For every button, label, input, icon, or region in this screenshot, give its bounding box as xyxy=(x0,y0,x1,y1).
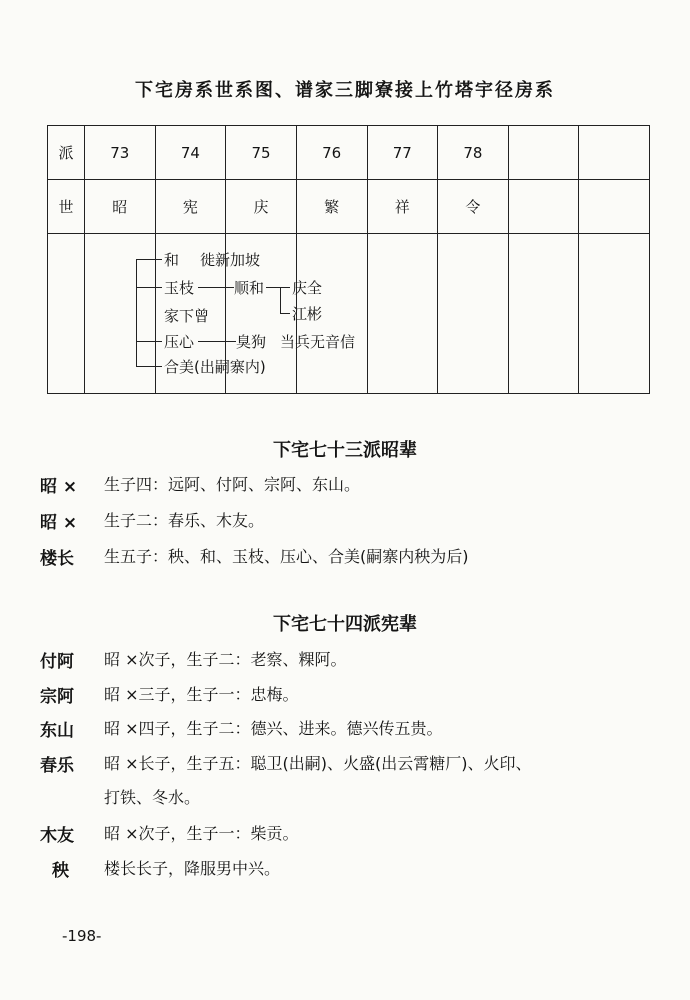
entry-name: 楼长 xyxy=(40,549,74,569)
connector-line xyxy=(198,287,234,288)
gen-cell: 76 xyxy=(296,126,367,180)
entry-text: 昭 ×次子，生子一：柴贡。 xyxy=(104,824,299,843)
name-cell: 繁 xyxy=(296,180,367,234)
entry-text: 生五子：秧、和、玉枝、压心、合美(嗣寨内秧为后) xyxy=(104,547,469,566)
tree-note-singapore: 徙新加坡 xyxy=(200,251,261,269)
entry-name: 昭 × xyxy=(40,477,78,497)
branch-line xyxy=(136,366,162,367)
entry-text: 楼长长子，降服男中兴。 xyxy=(104,859,281,878)
tree-node-qingquan: 庆全 xyxy=(292,279,323,297)
gen-cell: 78 xyxy=(438,126,509,180)
entry-name: 东山 xyxy=(40,721,74,741)
entry-text: 昭 ×四子，生子二：德兴、进来。德兴传五贵。 xyxy=(104,719,443,738)
connector-line xyxy=(280,313,290,314)
name-cell: 令 xyxy=(438,180,509,234)
entry-name: 秧 xyxy=(52,861,69,881)
branch-line xyxy=(136,287,162,288)
gen-cell: 73 xyxy=(85,126,156,180)
tree-node-yaxin: 压心 xyxy=(164,333,195,351)
connector-line xyxy=(198,341,236,342)
connector-line xyxy=(280,287,281,313)
row-label-shi: 世 xyxy=(48,180,85,234)
name-row xyxy=(48,180,650,234)
tree-node-jiaxiazeng: 家下曾 xyxy=(164,307,210,325)
entry-name: 春乐 xyxy=(40,756,74,776)
entry-text-continued: 打铁、冬水。 xyxy=(104,788,201,807)
tree-node-jiangbin: 江彬 xyxy=(292,305,323,323)
entry-text: 昭 ×长子，生子五：聪卫(出嗣)、火盛(出云霄糖厂)、火印、 xyxy=(104,754,532,773)
tree-node-shunhe: 顺和 xyxy=(234,279,265,297)
entry-name: 宗阿 xyxy=(40,687,74,707)
gen-cell: 77 xyxy=(367,126,438,180)
name-cell: 昭 xyxy=(85,180,156,234)
gen-cell: 74 xyxy=(155,126,226,180)
tree-node-yuzhi: 玉枝 xyxy=(164,279,195,297)
tree-node-he: 和 xyxy=(164,251,180,269)
entry-text: 昭 ×三子，生子一：忠梅。 xyxy=(104,685,299,704)
tree-node-chougou: 臭狗 xyxy=(236,333,267,351)
tree-note-soldier: 当兵无音信 xyxy=(280,333,356,351)
tree-node-hemei: 合美(出嗣寨内) xyxy=(164,358,266,376)
page-number: -198- xyxy=(62,927,102,945)
section-heading-73: 下宅七十三派昭辈 xyxy=(273,440,417,461)
section-heading-74: 下宅七十四派宪辈 xyxy=(273,614,417,635)
entry-text: 生子二：春乐、木友。 xyxy=(104,511,265,530)
name-cell: 祥 xyxy=(367,180,438,234)
entry-name: 昭 × xyxy=(40,513,78,533)
family-tree xyxy=(84,233,374,393)
empty-cell xyxy=(579,180,650,234)
entry-name: 付阿 xyxy=(40,652,74,672)
name-cell: 宪 xyxy=(155,180,226,234)
page-title: 下宅房系世系图、谱家三脚寮接上竹塔宇径房系 xyxy=(135,80,555,101)
empty-cell xyxy=(508,180,579,234)
name-cell: 庆 xyxy=(226,180,297,234)
gen-cell: 75 xyxy=(226,126,297,180)
empty-cell xyxy=(579,126,650,180)
row-label-pai: 派 xyxy=(48,126,85,180)
entry-name: 木友 xyxy=(40,826,74,846)
connector-line xyxy=(266,287,280,288)
branch-line xyxy=(136,259,162,260)
entry-text: 昭 ×次子，生子二：老察、粿阿。 xyxy=(104,650,347,669)
entry-text: 生子四：远阿、付阿、宗阿、东山。 xyxy=(104,475,361,494)
branch-line xyxy=(136,341,162,342)
empty-cell xyxy=(508,126,579,180)
tree-trunk-line xyxy=(136,259,137,366)
connector-line xyxy=(280,287,290,288)
generation-row xyxy=(48,126,650,180)
